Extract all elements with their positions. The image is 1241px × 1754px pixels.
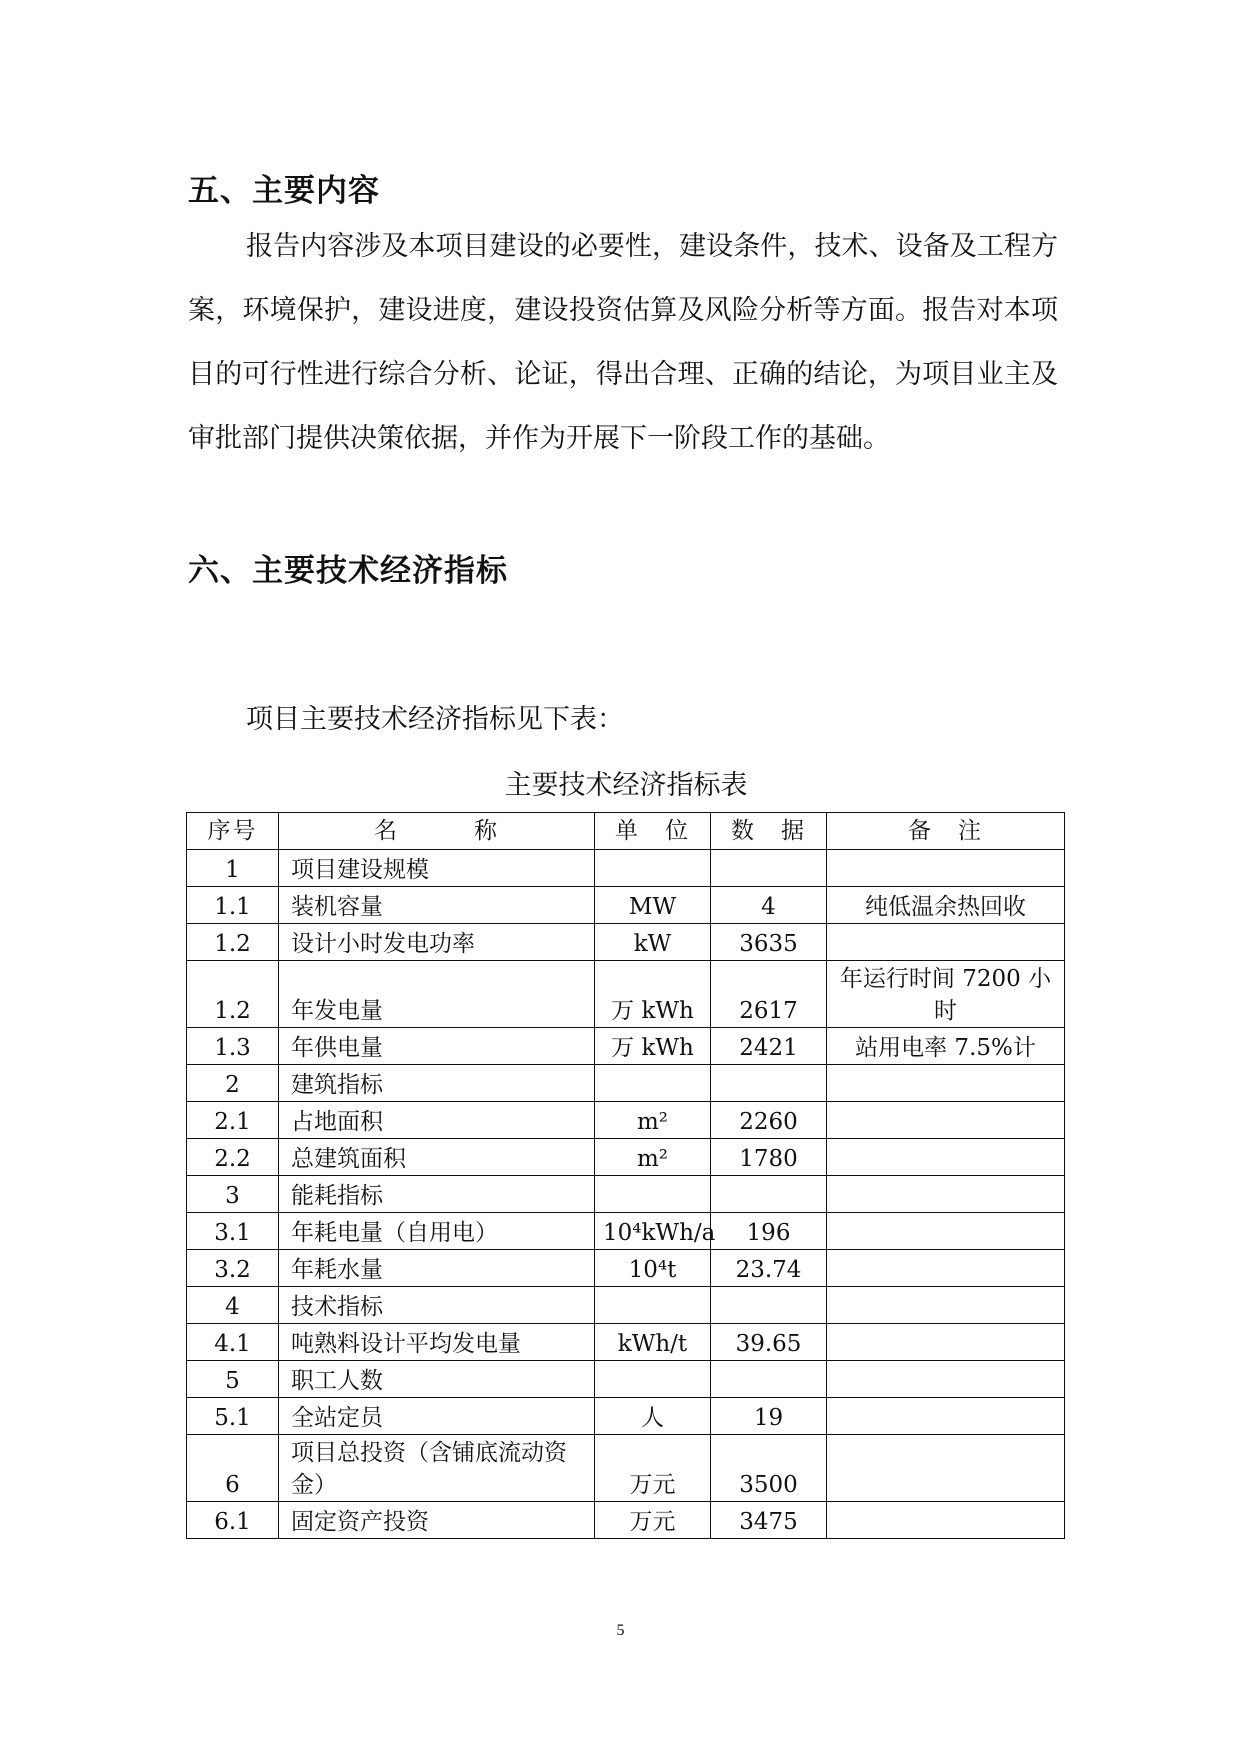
cell-unit: 10⁴t [595,1250,711,1287]
cell-note [827,1213,1065,1250]
cell-no: 2.2 [187,1139,279,1176]
cell-note [827,924,1065,961]
cell-unit: m² [595,1102,711,1139]
cell-unit: 万 kWh [595,961,711,1028]
header-name: 名 称 [279,813,595,850]
cell-no: 3.1 [187,1213,279,1250]
cell-value [711,1176,827,1213]
cell-no: 5 [187,1361,279,1398]
cell-unit [595,1065,711,1102]
table-row [187,961,1065,1028]
cell-name: 建筑指标 [279,1065,595,1102]
cell-value: 1780 [711,1139,827,1176]
cell-note: 纯低温余热回收 [827,887,1065,924]
table-row [187,887,1065,924]
cell-unit: kW [595,924,711,961]
cell-note [827,1324,1065,1361]
table-row [187,1287,1065,1324]
table-row [187,1102,1065,1139]
cell-unit: kWh/t [595,1324,711,1361]
cell-value [711,1065,827,1102]
cell-name: 设计小时发电功率 [279,924,595,961]
cell-note [827,850,1065,887]
cell-unit: 万元 [595,1435,711,1502]
table-header-row [187,813,1065,850]
cell-value: 2260 [711,1102,827,1139]
cell-no: 1.1 [187,887,279,924]
cell-name: 技术指标 [279,1287,595,1324]
cell-name: 年供电量 [279,1028,595,1065]
table-row [187,1176,1065,1213]
section-5-body [188,215,1058,471]
cell-name: 职工人数 [279,1361,595,1398]
cell-value: 3475 [711,1502,827,1539]
table-row [187,1213,1065,1250]
table-row [187,850,1065,887]
cell-unit: 10⁴kWh/a [595,1213,711,1250]
cell-value: 3635 [711,924,827,961]
cell-no: 1.2 [187,924,279,961]
cell-name: 固定资产投资 [279,1502,595,1539]
table-row [187,1028,1065,1065]
cell-name: 项目建设规模 [279,850,595,887]
cell-value: 2617 [711,961,827,1028]
cell-note [827,1065,1065,1102]
cell-name: 项目总投资（含铺底流动资金） [279,1435,595,1502]
header-value: 数 据 [711,813,827,850]
cell-note [827,1176,1065,1213]
cell-no: 4 [187,1287,279,1324]
cell-unit: 万元 [595,1502,711,1539]
cell-note [827,1250,1065,1287]
cell-unit [595,1361,711,1398]
cell-value: 3500 [711,1435,827,1502]
table-row [187,1324,1065,1361]
section-heading-5: 五、主要内容 [188,173,380,209]
cell-no: 1 [187,850,279,887]
cell-note [827,1139,1065,1176]
header-note: 备 注 [827,813,1065,850]
table-row [187,1398,1065,1435]
page-number: 5 [616,1622,625,1639]
cell-name: 年发电量 [279,961,595,1028]
cell-no: 1.3 [187,1028,279,1065]
cell-value: 39.65 [711,1324,827,1361]
cell-note: 站用电率 7.5%计 [827,1028,1065,1065]
table-row [187,924,1065,961]
cell-name: 占地面积 [279,1102,595,1139]
cell-name: 年耗水量 [279,1250,595,1287]
cell-value [711,850,827,887]
cell-no: 6 [187,1435,279,1502]
table-body [187,850,1065,1539]
paragraph: 报告内容涉及本项目建设的必要性，建设条件，技术、设备及工程方案，环境保护，建设进度，建设投资估算及风险分析等方面。报告对本项目的可行性进行综合分析、论证，得出合理、正确的结论，为项目业主及审批部门提供决策依据，并作为开展下一阶段工作的基础。 [188,231,1058,454]
cell-value: 23.74 [711,1250,827,1287]
table-caption: 主要技术经济指标表 [504,770,748,801]
cell-note [827,1398,1065,1435]
cell-value [711,1287,827,1324]
cell-note [827,1435,1065,1502]
cell-no: 2.1 [187,1102,279,1139]
cell-unit: 万 kWh [595,1028,711,1065]
cell-value: 19 [711,1398,827,1435]
cell-no: 3.2 [187,1250,279,1287]
cell-value: 196 [711,1213,827,1250]
header-unit: 单 位 [595,813,711,850]
cell-unit [595,850,711,887]
cell-note: 年运行时间 7200 小时 [827,961,1065,1028]
cell-name: 吨熟料设计平均发电量 [279,1324,595,1361]
cell-no: 1.2 [187,961,279,1028]
table-row [187,1361,1065,1398]
cell-value [711,1361,827,1398]
table-row [187,1139,1065,1176]
cell-name: 能耗指标 [279,1176,595,1213]
cell-value: 2421 [711,1028,827,1065]
cell-note [827,1502,1065,1539]
cell-no: 4.1 [187,1324,279,1361]
cell-name: 装机容量 [279,887,595,924]
cell-value: 4 [711,887,827,924]
table-row [187,1250,1065,1287]
cell-no: 3 [187,1176,279,1213]
cell-note [827,1102,1065,1139]
table-row [187,1502,1065,1539]
cell-name: 全站定员 [279,1398,595,1435]
cell-no: 6.1 [187,1502,279,1539]
cell-unit [595,1176,711,1213]
cell-unit: MW [595,887,711,924]
cell-name: 总建筑面积 [279,1139,595,1176]
cell-note [827,1287,1065,1324]
cell-name: 年耗电量（自用电） [279,1213,595,1250]
cell-unit [595,1287,711,1324]
section-heading-6: 六、主要技术经济指标 [188,553,508,589]
cell-no: 2 [187,1065,279,1102]
indicator-table [186,812,1065,1539]
table-intro: 项目主要技术经济指标见下表： [246,704,624,735]
header-no: 序号 [187,813,279,850]
table-row [187,1435,1065,1502]
table-row [187,1065,1065,1102]
cell-note [827,1361,1065,1398]
cell-no: 5.1 [187,1398,279,1435]
cell-unit: m² [595,1139,711,1176]
cell-unit: 人 [595,1398,711,1435]
